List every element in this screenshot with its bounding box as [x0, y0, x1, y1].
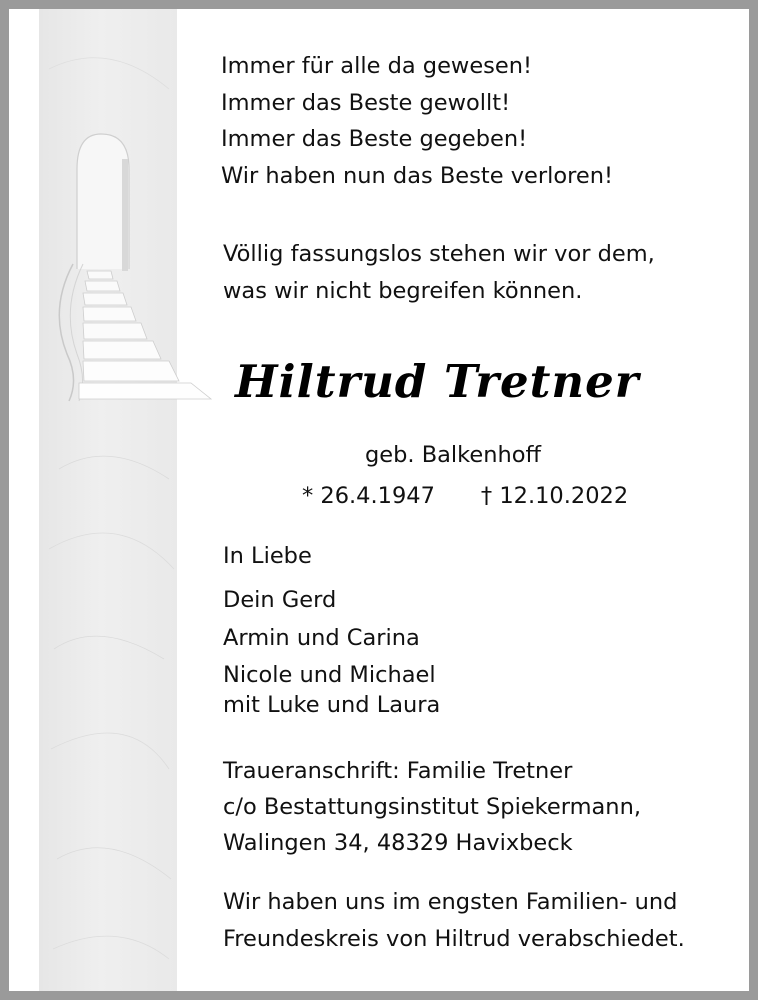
verse-line: Immer das Beste gewollt! — [221, 89, 511, 116]
deceased-name: Hiltrud Tretner — [235, 355, 640, 408]
mourners-list — [223, 583, 440, 726]
life-dates — [302, 479, 628, 514]
closing-line: Freundeskreis von Hiltrud verabschiedet. — [223, 926, 685, 952]
mourner-line: mit Luke und Laura — [223, 692, 441, 718]
address-line: Traueranschrift: Familie Tretner — [223, 758, 573, 784]
sub-verse — [223, 237, 655, 311]
verse-line: Immer das Beste gegeben! — [221, 126, 528, 152]
closing-note — [223, 885, 685, 959]
verse-line: Wir haben nun das Beste verloren! — [221, 162, 613, 189]
opening-verse — [221, 49, 613, 195]
verse-line: Immer für alle da gewesen! — [221, 53, 533, 79]
closing-line: Wir haben uns im engsten Familien- und — [223, 889, 678, 915]
mourners-intro: In Liebe — [223, 543, 312, 569]
condolence-address — [223, 754, 641, 862]
address-line: Walingen 34, 48329 Havixbeck — [223, 830, 573, 856]
mourner-line: Armin und Carina — [223, 624, 420, 651]
death-date: † 12.10.2022 — [480, 483, 629, 509]
birth-date: * 26.4.1947 — [302, 483, 435, 509]
sub-verse-line: was wir nicht begreifen können. — [223, 278, 583, 304]
maiden-name: geb. Balkenhoff — [365, 442, 542, 468]
decorative-stairway-strip — [39, 9, 177, 991]
sub-verse-line: Völlig fassungslos stehen wir vor dem, — [223, 241, 655, 267]
mourner-line: Nicole und Michael — [223, 662, 436, 688]
stairway-illustration — [39, 9, 239, 991]
address-line: c/o Bestattungsinstitut Spiekermann, — [223, 794, 641, 820]
mourner-line: Dein Gerd — [223, 587, 337, 613]
